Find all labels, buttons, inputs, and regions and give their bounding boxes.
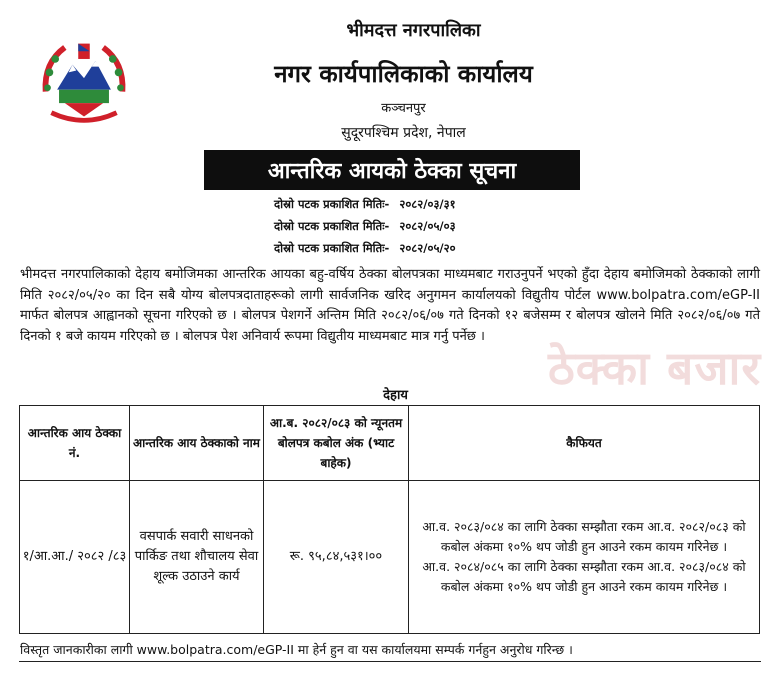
notice-body: भीमदत्त नगरपालिकाको देहाय बमोजिमका आन्तरिक आयका बहु-वर्षिय ठेक्का बोलपत्रका माध्यमबाट गराउनुपर्ने भएको हुँदा देहाय बमोजिमको ठेक्काको लागी मिति २०८२/०५/२० का दिन सबै योग्य बोलपत्रदाताहरूको लागी सार्वजनिक खरिद अनुगमन कार्यालयको विद्युतीय पोर्टल www.bolpatra.com/eGP-II मार्फत बोलपत्र आह्वानको सूचना गरिएको छ । बोलपत्र पेशगर्ने अन्तिम मिति २०८२/०६/०७ गते दिनको १२ बजेसम्म र बोलपत्र खोलने मिति २०८२/०६/०७ गते दिनको १ बजे कायम गरिएको छ । बोलपत्र पेश अनिवार्य रूपमा विद्युतीय माध्यमबाट मात्र गर्नु पर्नेछ ।: [20, 267, 760, 344]
column-header: कैफियत: [409, 406, 760, 481]
province-name: सुदूरपश्चिम प्रदेश, नेपाल: [341, 125, 466, 141]
publish-date-label: दोस्रो पटक प्रकाशित मितिः-: [274, 197, 390, 211]
contract-remarks: [409, 481, 760, 634]
publish-date-line: [274, 197, 456, 212]
remark-line: आ.व. २०८४/०८५ का लागि ठेक्का सम्झौता रकम आ.व. २०८३/०८४ को कबोल अंकमा १०% थप जोडी हुन आउने रकम कायम गरिनेछ ।: [422, 559, 746, 594]
footer-note: विस्तृत जानकारीका लागी www.bolpatra.com/eGP-II मा हेर्न हुन वा यस कार्यालयमा सम्पर्क गर्नहुन अनुरोध गरिन्छ ।: [20, 642, 573, 657]
office-name: नगर कार्यपालिकाको कार्यालय: [274, 60, 533, 88]
column-header: आन्तरिक आय ठेक्काको नाम: [130, 406, 264, 481]
notice-title: आन्तरिक आयको ठेक्का सूचना: [204, 150, 580, 190]
remark-line: आ.व. २०८३/०८४ का लागि ठेक्का सम्झौता रकम आ.व. २०८२/०८३ को कबोल अंकमा १०% थप जोडी हुन आउने रकम कायम गरिनेछ ।: [422, 519, 746, 554]
footer-divider: [19, 661, 761, 662]
table-heading: देहाय: [383, 388, 408, 403]
contract-name: वसपार्क सवारी साधनको पार्किङ तथा शौचालय सेवा शूल्क उठाउने कार्य: [130, 481, 264, 634]
publish-date-line: [274, 241, 456, 256]
publish-date-label: दोस्रो पटक प्रकाशित मितिः-: [274, 219, 390, 233]
table-row: [20, 481, 760, 634]
publish-date-value: २०८२/०३/३१: [399, 197, 456, 211]
contract-table: [19, 405, 760, 634]
publish-date-value: २०८२/०५/०३: [399, 219, 456, 233]
column-header: आ.ब. २०८२/०८३ को न्यूनतम बोलपत्र कबोल अंक (भ्याट बाहेक): [264, 406, 409, 481]
contract-number: १/आ.आ./ २०८२ /८३: [20, 481, 130, 634]
district-name: कञ्चनपुर: [381, 101, 426, 116]
contract-amount: रू. ९५,८४,५३१।००: [264, 481, 409, 634]
watermark: ठेक्का बजार: [548, 341, 762, 395]
municipality-name: भीमदत्त नगरपालिका: [346, 20, 481, 41]
column-header: आन्तरिक आय ठेक्का नं.: [20, 406, 130, 481]
publish-date-value: २०८२/०५/२०: [399, 241, 456, 255]
publish-date-label: दोस्रो पटक प्रकाशित मितिः-: [274, 241, 390, 255]
table-header-row: [20, 406, 760, 481]
publish-date-line: [274, 219, 456, 234]
